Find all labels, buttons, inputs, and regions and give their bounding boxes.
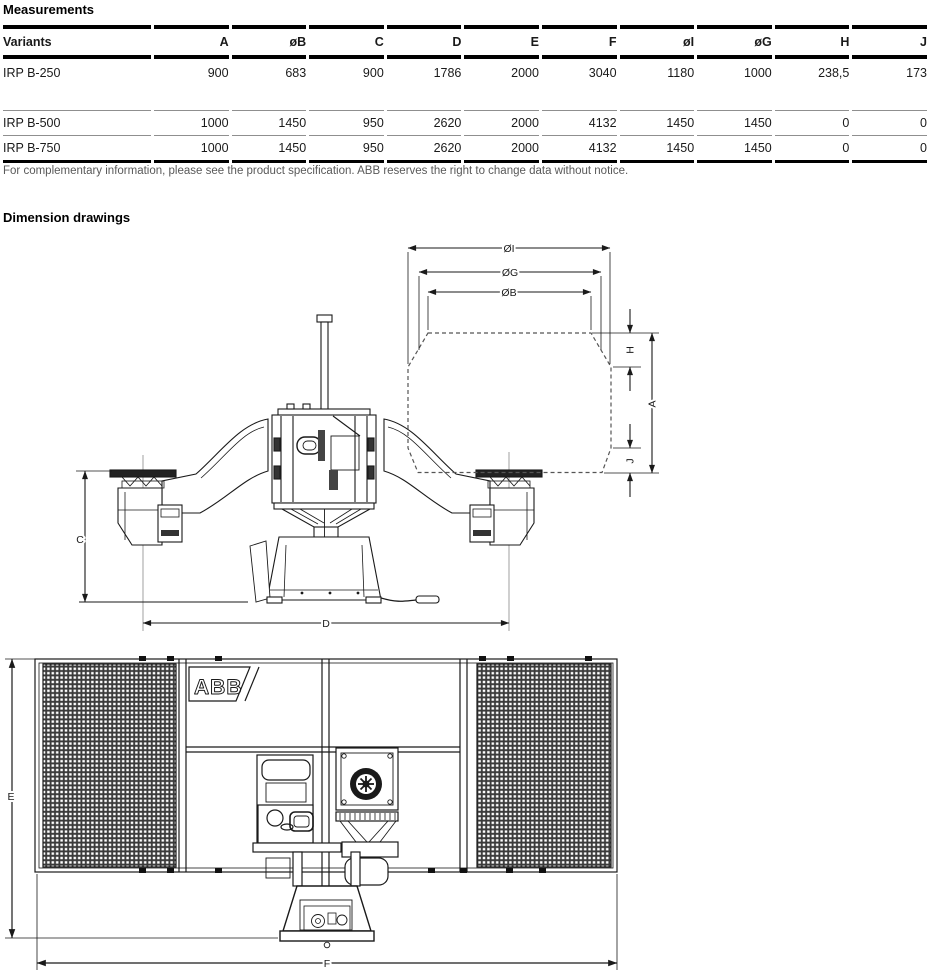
cell-value: 950 [309, 135, 384, 163]
cell-value: 173 [906, 66, 927, 80]
measurements-title: Measurements [3, 2, 95, 17]
table-row [3, 59, 927, 85]
table-header-row [3, 25, 927, 59]
dim-label-a: A [646, 400, 659, 408]
dim-label-e: E [7, 791, 15, 803]
cell-value: 1786 [433, 66, 462, 80]
cell-value: 2620 [387, 110, 462, 135]
cell-value: 1450 [697, 135, 772, 163]
table-row [3, 135, 927, 163]
column-header: E [464, 25, 539, 59]
column-header: øB [232, 25, 307, 59]
column-header: øG [697, 25, 772, 59]
variant-cell: IRP B-750 [3, 135, 151, 163]
cell-value: 2000 [511, 66, 539, 80]
top-view-drawing [5, 656, 617, 970]
dim-label-j: J [624, 458, 637, 464]
column-header: A [154, 25, 229, 59]
front-view-drawing [76, 243, 659, 631]
dim-label-c: C [76, 534, 84, 546]
cell-value: 1000 [743, 66, 772, 80]
dim-label-d: D [322, 618, 330, 630]
column-header: F [542, 25, 617, 59]
cell-value: 2000 [464, 110, 539, 135]
cell-value: 238,5 [818, 66, 850, 80]
cell-value: 2000 [464, 135, 539, 163]
cell-value: 900 [362, 66, 384, 80]
measurements-table [0, 25, 930, 163]
column-header: Variants [3, 25, 151, 59]
cell-value: 0 [852, 110, 927, 135]
cell-value: 1450 [697, 110, 772, 135]
cell-value: 0 [775, 135, 850, 163]
mesh-panel-left [43, 664, 176, 867]
column-header: J [852, 25, 927, 59]
cell-value: 1450 [232, 135, 307, 163]
column-header: H [775, 25, 850, 59]
cell-value: 2620 [387, 135, 462, 163]
abb-logo-text: ABB [194, 676, 243, 699]
cell-value: 1000 [154, 110, 229, 135]
cell-value: 1450 [232, 110, 307, 135]
cell-value: 683 [285, 66, 307, 80]
column-header: D [387, 25, 462, 59]
table-row [3, 110, 927, 135]
footnote: For complementary information, please see the product specification. ABB reserves the right to change data without notice. [3, 165, 629, 177]
variant-cell: IRP B-500 [3, 110, 151, 135]
variant-cell: IRP B-250 [3, 66, 61, 80]
dim-label-h: H [624, 346, 637, 354]
dim-label-dia-g: ØG [501, 267, 519, 279]
cell-value: 1450 [620, 135, 695, 163]
cell-value: 1450 [620, 110, 695, 135]
column-header: øI [620, 25, 695, 59]
cell-value: 1180 [667, 66, 695, 80]
cell-value: 0 [852, 135, 927, 163]
cell-value: 0 [775, 110, 850, 135]
dim-label-dia-i: ØI [503, 243, 515, 255]
dim-label-dia-b: ØB [501, 287, 517, 299]
table-spacer-row [3, 85, 927, 110]
dimension-drawings-title: Dimension drawings [3, 210, 131, 225]
dimension-drawings-figure [0, 236, 936, 976]
dim-label-f: F [323, 958, 331, 970]
cell-value: 900 [207, 66, 229, 80]
cell-value: 4132 [542, 135, 617, 163]
cell-value: 1000 [154, 135, 229, 163]
cell-value: 3040 [588, 66, 617, 80]
cell-value: 4132 [542, 110, 617, 135]
column-header: C [309, 25, 384, 59]
work-envelope-outline [408, 333, 611, 473]
mesh-panel-right [477, 664, 611, 867]
cell-value: 950 [309, 110, 384, 135]
